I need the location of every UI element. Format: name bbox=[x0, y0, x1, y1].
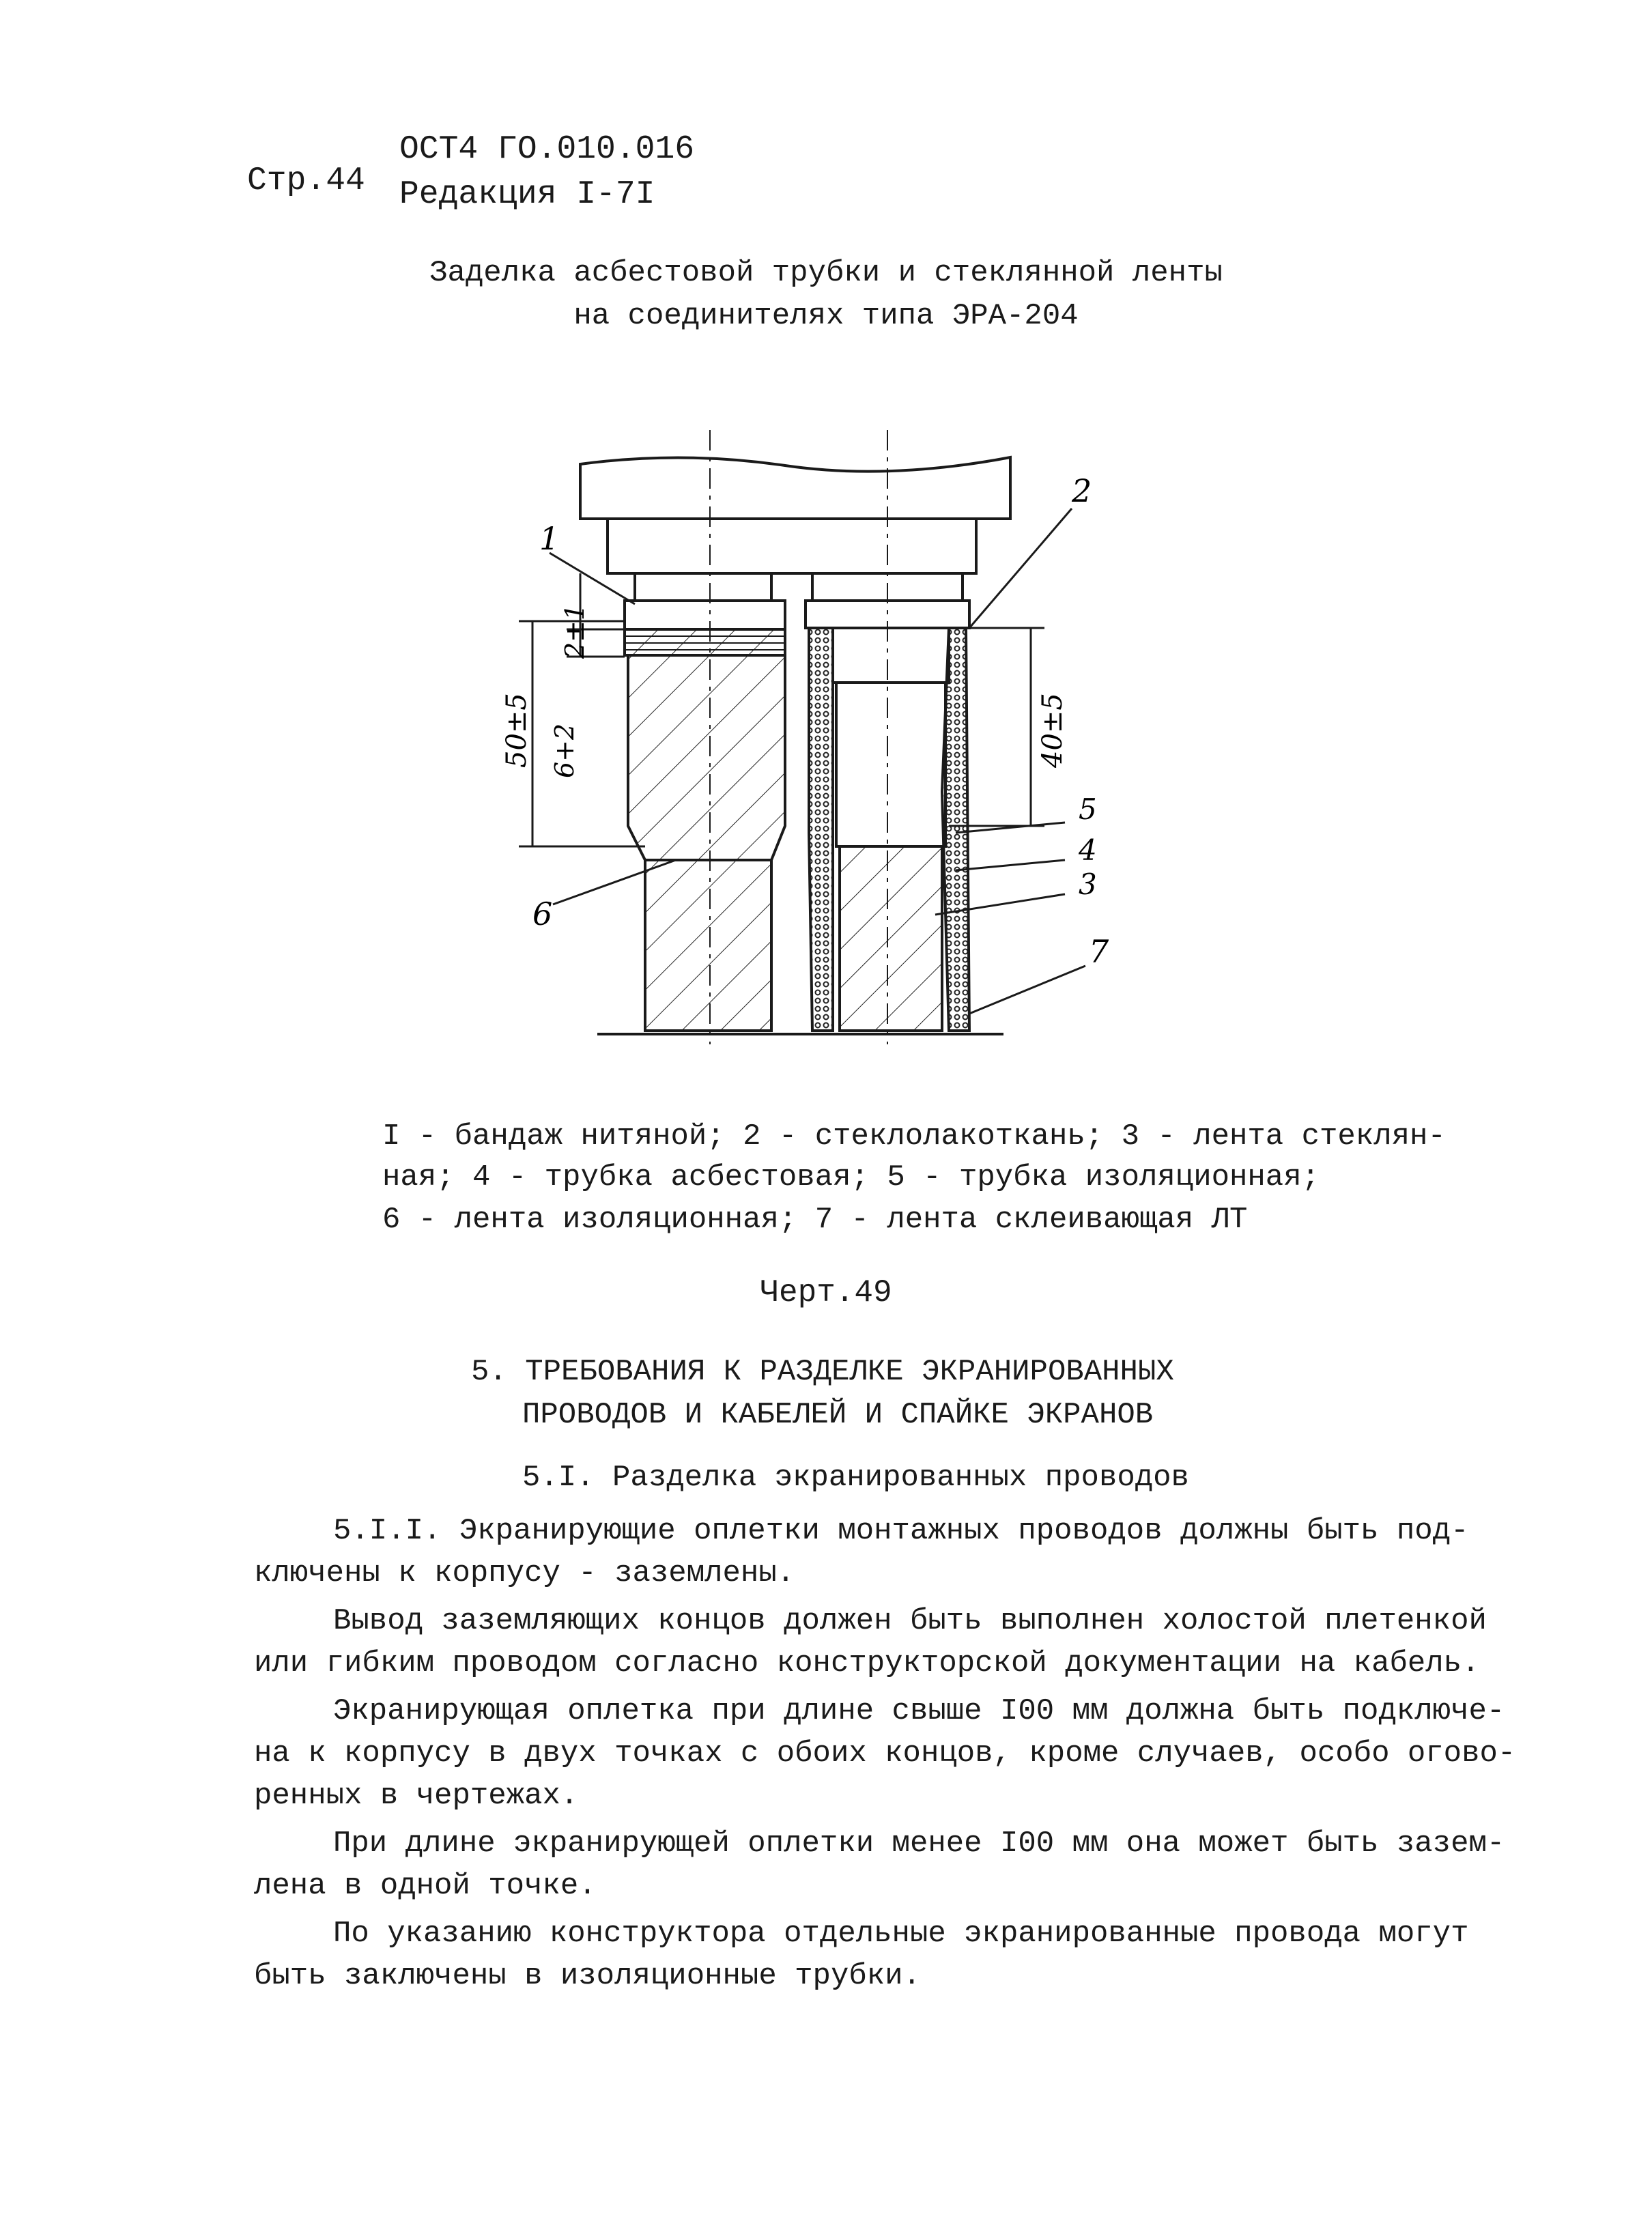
figure-caption: Черт.49 bbox=[760, 1275, 892, 1311]
dimension-40pm5: 40±5 bbox=[1037, 693, 1068, 768]
subsection-heading: 5.I. Разделка экранированных проводов bbox=[522, 1461, 1189, 1495]
paragraph-line: Экранирующая оплетка при длине свыше I00 мм должна быть подключе- bbox=[333, 1694, 1505, 1728]
legend-line1: I - бандаж нитяной; 2 - стеклолакоткань; 3 - лента стеклян- bbox=[382, 1119, 1446, 1154]
paragraph-line: При длине экранирующей оплетки менее I00 мм она может быть зазем- bbox=[333, 1827, 1505, 1861]
legend-line3: 6 - лента изоляционная; 7 - лента склеивающая ЛТ bbox=[382, 1203, 1248, 1237]
callout-3: 3 bbox=[1079, 868, 1097, 901]
left-pin-top bbox=[635, 573, 771, 601]
right-inner-top bbox=[833, 628, 949, 683]
paragraph-line: быть заключены в изоляционные трубки. bbox=[254, 1959, 921, 1993]
callout-1: 1 bbox=[539, 520, 560, 557]
left-collar bbox=[625, 601, 785, 629]
connector-body-mid bbox=[608, 519, 976, 573]
dimension-50pm5: 50±5 bbox=[501, 693, 532, 768]
edition: Редакция I-7I bbox=[399, 176, 655, 213]
paragraph-line: ренных в чертежах. bbox=[254, 1779, 579, 1813]
callout-2: 2 bbox=[1072, 472, 1092, 509]
inner-wire bbox=[840, 846, 942, 1031]
figure-title-line2: на соединителях типа ЭРА-204 bbox=[573, 299, 1079, 333]
connector-body-top bbox=[580, 457, 1010, 519]
legend-line2: ная; 4 - трубка асбестовая; 5 - трубка изоляционная; bbox=[382, 1160, 1320, 1195]
paragraph-line: 5.I.I. Экранирующие оплетки монтажных проводов должны быть под- bbox=[333, 1514, 1469, 1548]
paragraph-line: лена в одной точке. bbox=[254, 1869, 597, 1903]
paragraph-line: или гибким проводом согласно конструкторской документации на кабель. bbox=[254, 1646, 1480, 1680]
dimension-6p2: 6+2 bbox=[550, 723, 580, 778]
section-heading-line1: 5. ТРЕБОВАНИЯ К РАЗДЕЛКЕ ЭКРАНИРОВАННЫХ bbox=[471, 1355, 1174, 1389]
paragraph-line: По указанию конструктора отдельные экранированные провода могут bbox=[333, 1917, 1469, 1951]
paragraph-line: Вывод заземляющих концов должен быть выполнен холостой плетенкой bbox=[333, 1604, 1487, 1638]
glass-cloth-outer-left bbox=[809, 628, 833, 1031]
dimension-2pm1: 2±1 bbox=[560, 603, 590, 659]
insulating-tape bbox=[628, 655, 785, 860]
callout-7: 7 bbox=[1089, 933, 1109, 970]
connector-drawing bbox=[478, 423, 1229, 1058]
paragraph-line: на к корпусу в двух точках с обоих концов, кроме случаев, особо огово- bbox=[254, 1736, 1516, 1771]
figure-title-line1: Заделка асбестовой трубки и стеклянной ленты bbox=[429, 256, 1223, 290]
paragraph-line: ключены к корпусу - заземлены. bbox=[254, 1556, 795, 1590]
section-heading-line2: ПРОВОДОВ И КАБЕЛЕЙ И СПАЙКЕ ЭКРАНОВ bbox=[522, 1398, 1154, 1432]
doc-code: ОСТ4 ГО.010.016 bbox=[399, 131, 695, 168]
callout-4: 4 bbox=[1079, 833, 1097, 867]
asbestos-tube bbox=[836, 683, 945, 846]
callout-5: 5 bbox=[1079, 792, 1097, 826]
page-number: Стр.44 bbox=[247, 162, 365, 199]
left-wire bbox=[645, 860, 771, 1031]
callout-6: 6 bbox=[532, 896, 553, 932]
